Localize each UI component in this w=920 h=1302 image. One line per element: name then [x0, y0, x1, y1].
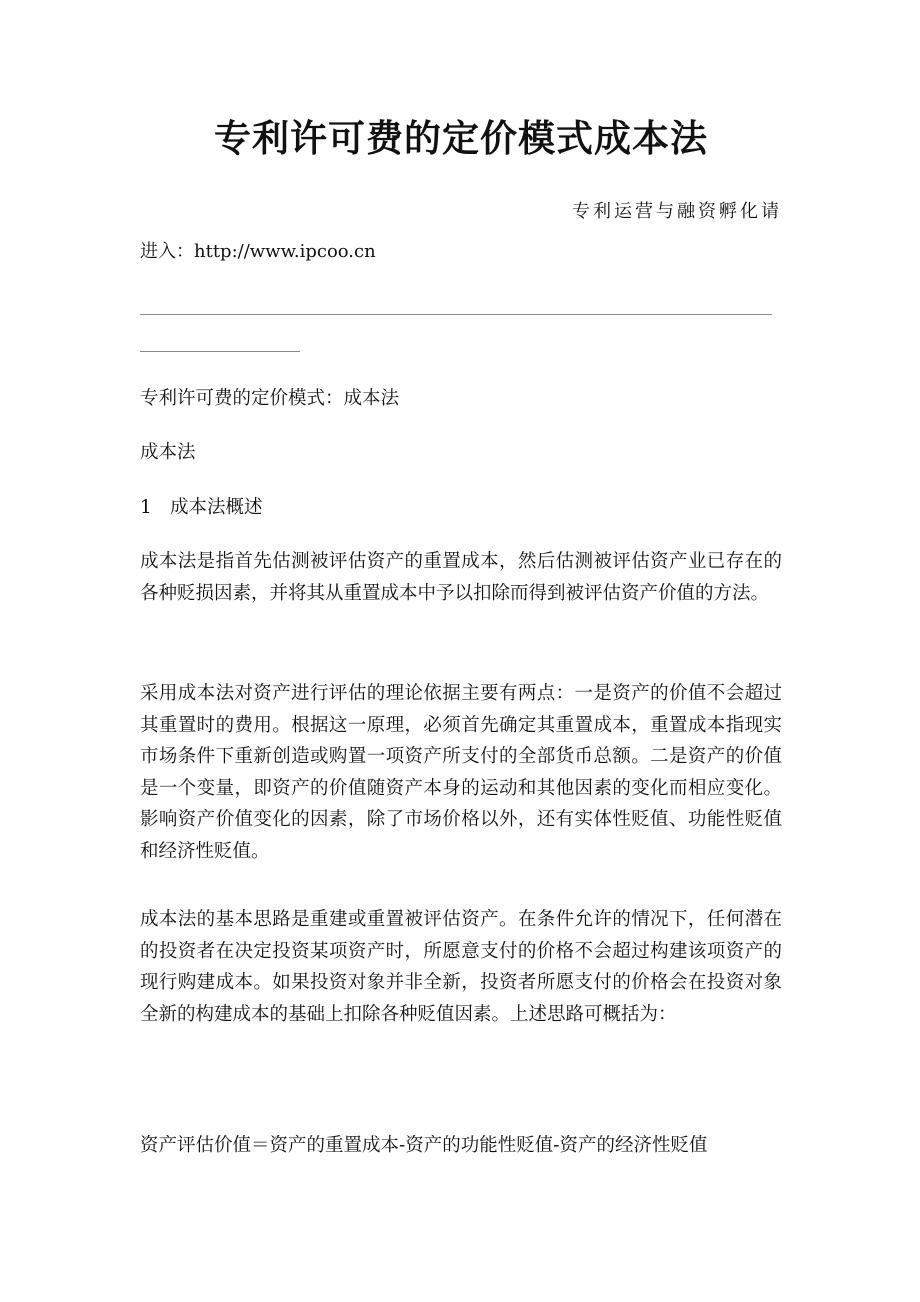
divider-long [140, 314, 772, 315]
paragraph: 采用成本法对资产进行评估的理论依据主要有两点：一是资产的价值不会超过其重置时的费用。根据这一原理，必须首先确定其重置成本，重置成本指现实市场条件下重新创造或购置一项资产所支付的全部货币总额。二是资产的价值是一个变量，即资产的价值随资产本身的运动和其他因素的变化而相应变化。影响资产价值变化的因素，除了市场价格以外，还有实体性贬值、功能性贬值和经济性贬值。 [140, 683, 782, 862]
website-link[interactable]: http://www.ipcoo.cn [194, 241, 376, 262]
byline: 专利运营与融资孵化请 [572, 201, 782, 222]
section-title: 成本法概述 [170, 497, 263, 518]
subheading: 成本法 [140, 442, 196, 463]
divider-short [140, 351, 300, 352]
link-line [140, 237, 376, 267]
paragraph: 成本法是指首先估测被评估资产的重置成本，然后估测被评估资产业已存在的各种贬损因素，并将其从重置成本中予以扣除而得到被评估资产价值的方法。 [140, 551, 782, 604]
numbered-section-title [140, 492, 782, 524]
section-heading: 专利许可费的定价模式：成本法 [140, 388, 400, 409]
paragraph: 成本法的基本思路是重建或重置被评估资产。在条件允许的情况下，任何潜在的投资者在决定投资某项资产时，所愿意支付的价格不会超过构建该项资产的现行购建成本。如果投资对象并非全新，投资者所愿支付的价格会在投资对象全新的构建成本的基础上扣除各种贬值因素。上述思路可概括为： [140, 909, 782, 1025]
section-number: 1 [140, 497, 152, 518]
formula-paragraph: 资产评估价值＝资产的重置成本-资产的功能性贬值-资产的经济性贬值 [140, 1135, 708, 1156]
document-title: 专利许可费的定价模式成本法 [214, 116, 708, 160]
link-prefix: 进入： [140, 241, 194, 262]
